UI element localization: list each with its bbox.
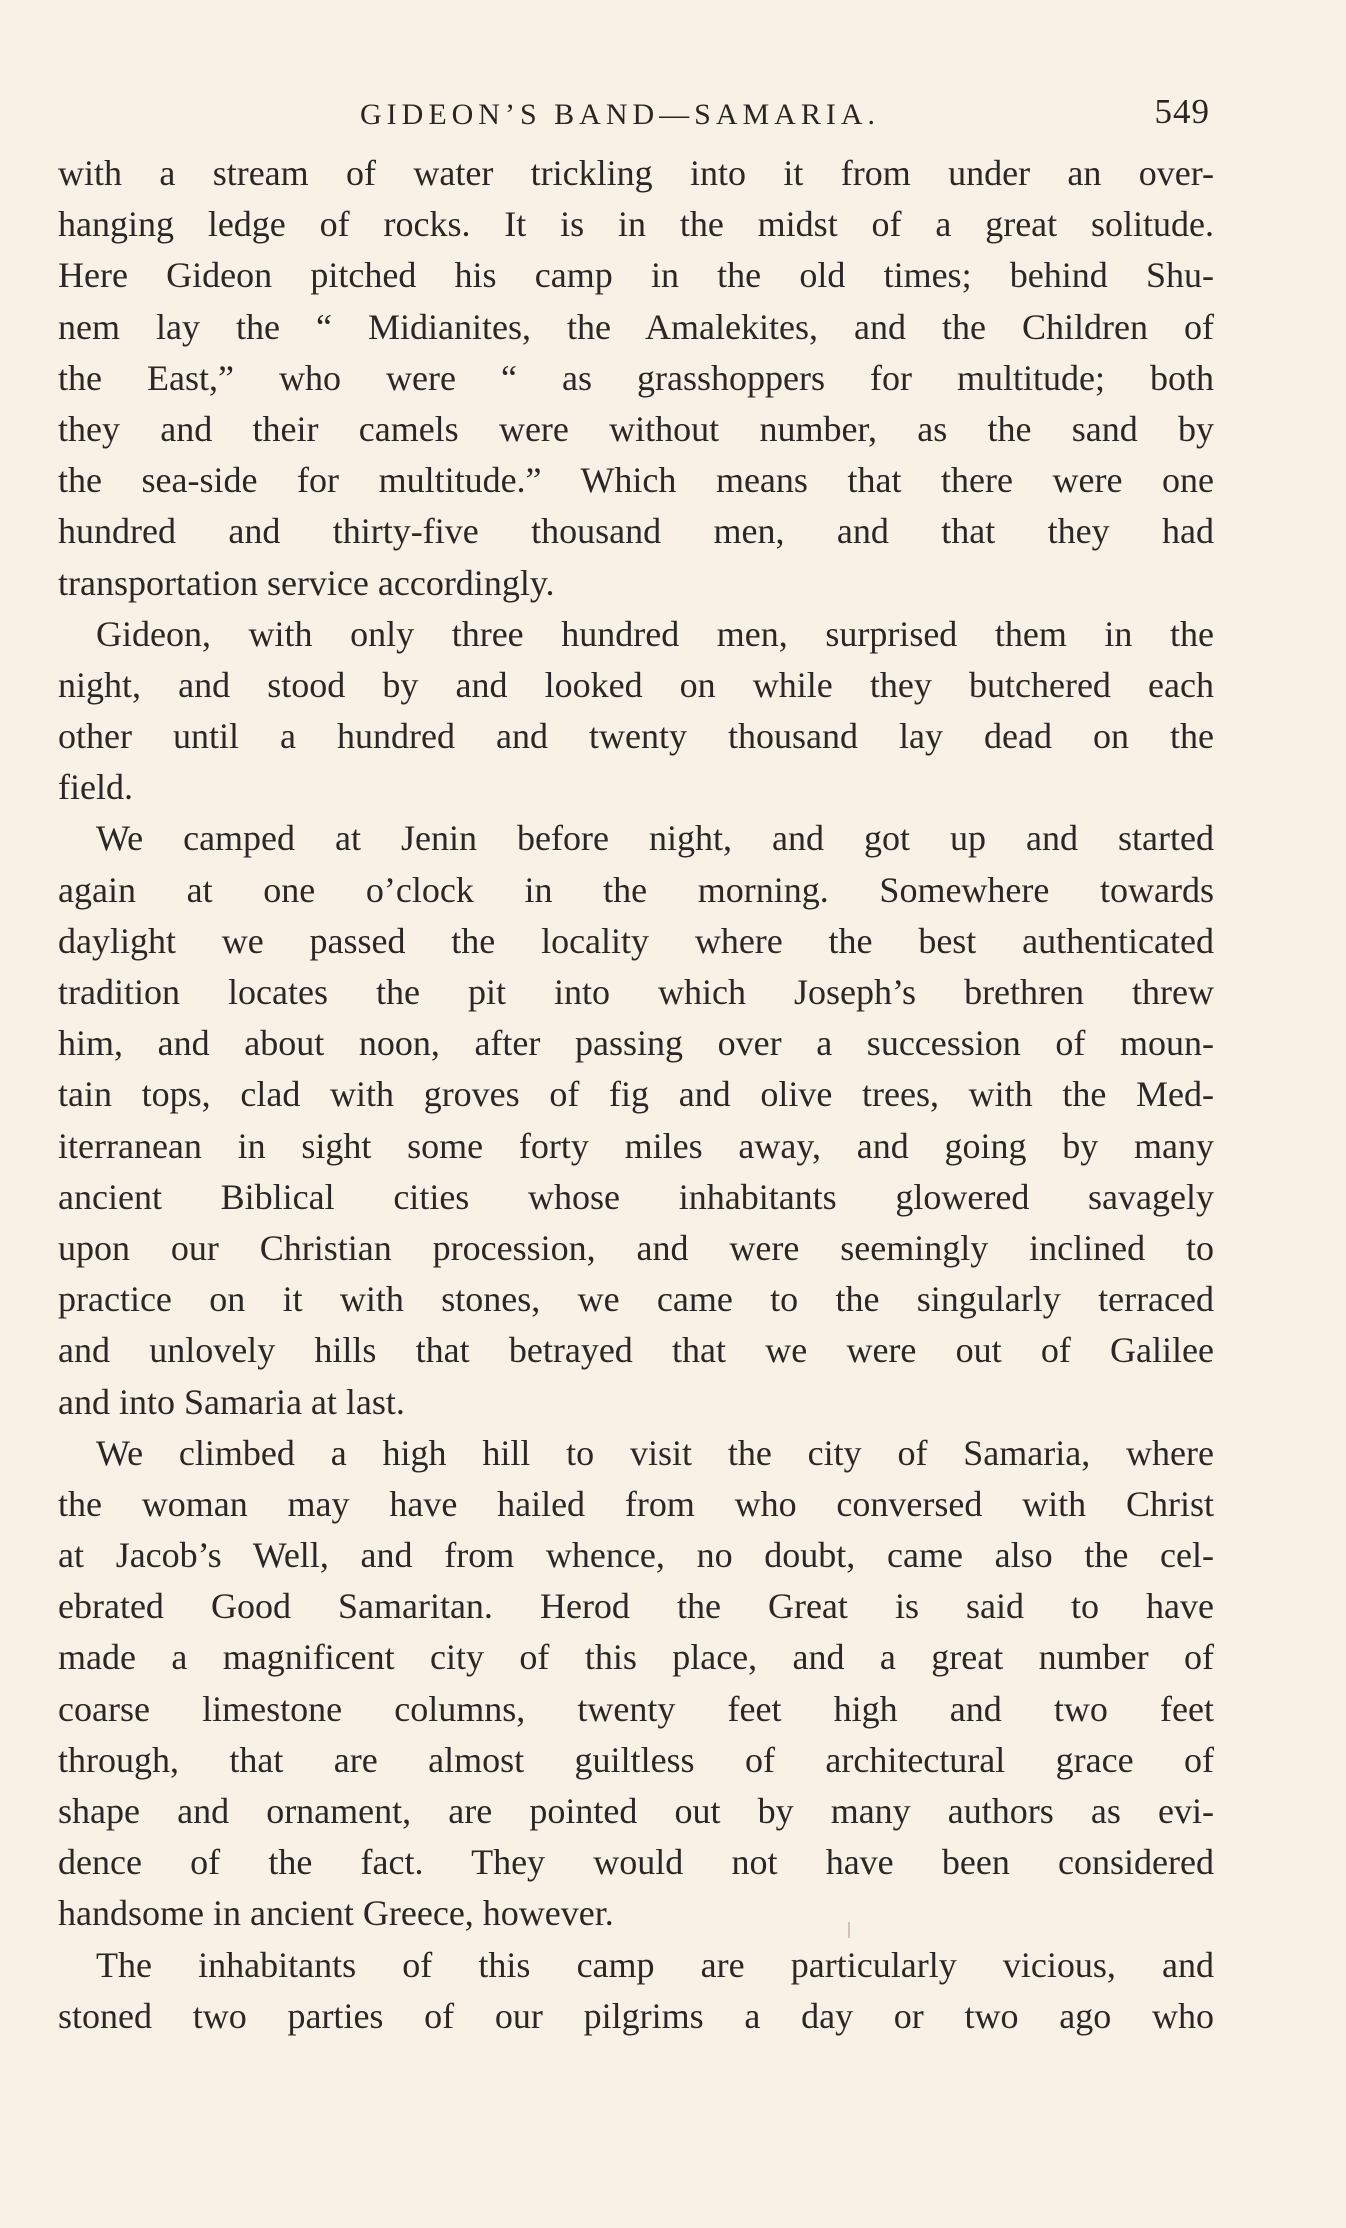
text-line: and unlovely hills that betrayed that we were out of Galilee xyxy=(58,1330,1214,1371)
body-text xyxy=(58,148,1214,2042)
text-line: iterranean in sight some forty miles away, and going by many xyxy=(58,1125,1214,1166)
text-line: handsome in ancient Greece, however. xyxy=(58,1893,614,1934)
text-line: the woman may have hailed from who conversed with Christ xyxy=(58,1483,1214,1524)
text-line: again at one o’clock in the morning. Somewhere towards xyxy=(58,869,1214,910)
text-line: night, and stood by and looked on while they butchered each xyxy=(58,664,1214,705)
text-line: and into Samaria at last. xyxy=(58,1381,405,1422)
page-number: 549 xyxy=(1154,92,1210,131)
text-line: the sea-side for multitude.” Which means that there were one xyxy=(58,460,1214,501)
text-line: hundred and thirty-five thousand men, and that they had xyxy=(58,511,1214,552)
text-line: him, and about noon, after passing over a succession of moun- xyxy=(58,1023,1214,1064)
text-line: tradition locates the pit into which Joseph’s brethren threw xyxy=(58,972,1214,1012)
text-line: ebrated Good Samaritan. Herod the Great is said to have xyxy=(58,1586,1214,1627)
text-line: at Jacob’s Well, and from whence, no doubt, came also the cel- xyxy=(58,1535,1214,1576)
text-line: stoned two parties of our pilgrims a day or two ago who xyxy=(58,1995,1214,2036)
text-line: with a stream of water trickling into it from under an over- xyxy=(58,153,1214,193)
text-line: made a magnificent city of this place, and a great number of xyxy=(58,1637,1214,1678)
text-line: practice on it with stones, we came to the singularly terraced xyxy=(58,1279,1214,1320)
running-head-title: GIDEON’S BAND—SAMARIA. xyxy=(360,98,881,131)
text-line: Here Gideon pitched his camp in the old times; behind Shu- xyxy=(58,255,1214,296)
text-line: through, that are almost guiltless of architectural grace of xyxy=(58,1739,1214,1780)
running-head xyxy=(360,92,1210,138)
text-line: field. xyxy=(58,767,133,808)
text-line: coarse limestone columns, twenty feet high and two feet xyxy=(58,1688,1214,1729)
paragraph-start-line: Gideon, with only three hundred men, surprised them in the xyxy=(96,613,1214,654)
text-line: hanging ledge of rocks. It is in the midst of a great solitude. xyxy=(58,204,1214,245)
text-line: shape and ornament, are pointed out by many authors as evi- xyxy=(58,1791,1214,1831)
text-line: daylight we passed the locality where the best authenticated xyxy=(58,920,1214,961)
text-line: ancient Biblical cities whose inhabitants glowered savagely xyxy=(58,1176,1214,1217)
paragraph-start-line: We camped at Jenin before night, and got up and started xyxy=(96,818,1214,859)
ink-speck xyxy=(848,1922,850,1938)
text-line: they and their camels were without number, as the sand by xyxy=(58,408,1214,449)
paragraph-start-line: We climbed a high hill to visit the city of Samaria, where xyxy=(96,1432,1214,1473)
text-line: upon our Christian procession, and were seemingly inclined to xyxy=(58,1227,1214,1268)
text-line: dence of the fact. They would not have been considered xyxy=(58,1842,1214,1883)
text-line: nem lay the “ Midianites, the Amalekites, and the Children of xyxy=(58,306,1214,347)
paragraph-start-line: The inhabitants of this camp are particularly vicious, and xyxy=(96,1944,1214,1985)
text-line: tain tops, clad with groves of fig and olive trees, with the Med- xyxy=(58,1074,1214,1115)
text-line: the East,” who were “ as grasshoppers for multitude; both xyxy=(58,357,1214,398)
text-line: other until a hundred and twenty thousand lay dead on the xyxy=(58,716,1214,757)
text-line: transportation service accordingly. xyxy=(58,562,555,603)
